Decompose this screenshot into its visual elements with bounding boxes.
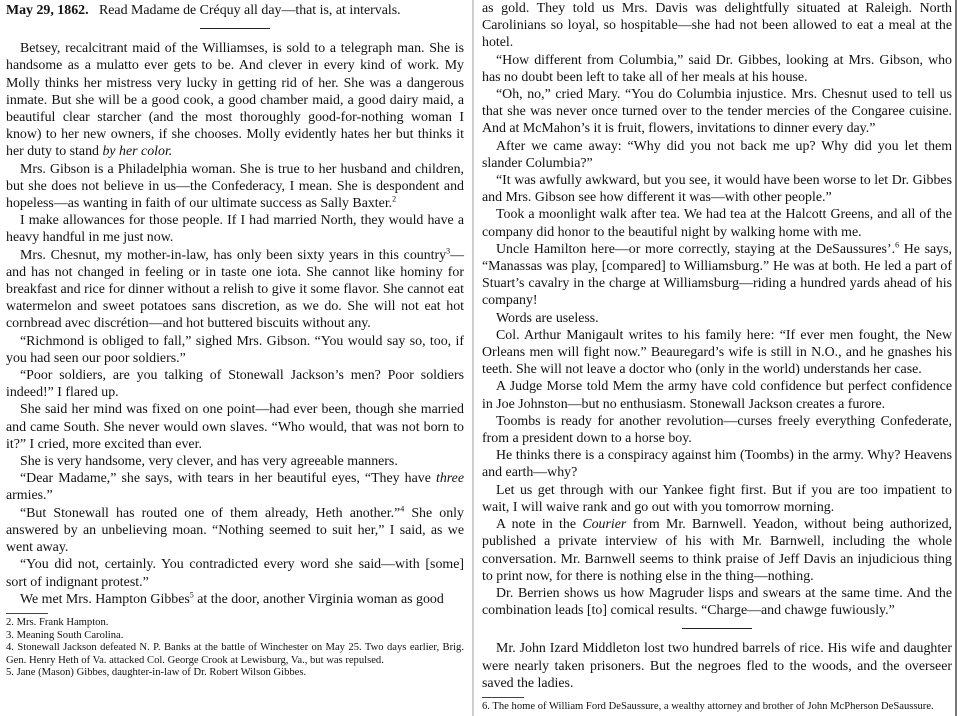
text: He says, “Manassas was play, [compared] to Williamsburg.” He was at both. He led a part of Stuart’s cavalry in the charge at Williamsburg—riding a hundred yards ahead of his company! [482, 241, 952, 309]
paragraph: “It was awfully awkward, but you see, it would have been worse to let Dr. Gibbes and Mrs. Gibson see how different it was—with other people.” [482, 173, 952, 206]
paragraph: Toombs is ready for another revolution—curses freely everything Confederate, from a president down to a horse boy. [482, 413, 952, 447]
paragraph [482, 241, 952, 310]
footnote-divider [482, 697, 524, 698]
text: “But Stonewall has routed one of them already, Heth another.” [20, 505, 401, 521]
footnote: 5. Jane (Mason) Gibbes, daughter-in-law of Dr. Robert Wilson Gibbes. [6, 667, 307, 679]
italic-text: Courier [582, 517, 627, 533]
left-footnotes [0, 617, 472, 680]
text: Mrs. Gibson is a Philadelphia woman. She is true to her husband and children, but she does not believe in us—the Confederacy, I mean. She is despondent and hopeless—as wanting in faith of our ultimate success as Sally Baxter. [6, 161, 464, 212]
paragraph: He thinks there is a conspiracy against him (Toombs) in the army. Why? Heavens and earth—why? [482, 448, 952, 481]
text: A note in the [496, 517, 583, 533]
paragraph [6, 470, 464, 504]
text: Mrs. Chesnut, my mother-in-law, has only been sixty years in this country [20, 247, 447, 263]
text: Betsey, recalcitrant maid of the Williamses, is sold to a telegraph man. She is handsome as a mulatto ever gets to be. And clever in every kind of work. My Molly thinks her mistress very lucky in getting rid of her. She was a dangerous inmate. But she will be a good cook, a good chamber maid, a good dairy maid, a beautiful clear starcher (and the most thoroughly good-for-nothing woman I know) to her new owners, if she chooses. Molly evidently hates her but thinks it her duty to stand [6, 41, 464, 160]
paragraph: After we came away: “Why did you not back me up? Why did you let them slander Columbia?” [482, 138, 952, 171]
paragraph [6, 247, 464, 333]
italic-text: by her color. [102, 144, 173, 160]
text: at the door, another Virginia woman as good [193, 591, 444, 607]
paragraph: “You did not, certainly. You contradicted every word she said—with [some] sort of indignant protest.” [6, 557, 464, 590]
right-body [474, 0, 960, 692]
footnote: 6. The home of William Ford DeSaussure, a wealthy attorney and brother of John McPherson DeSaussure. [482, 700, 934, 712]
paragraph: Took a moonlight walk after tea. We had tea at the Halcott Greens, and all of the company did honor to the beautiful night by walking home with me. [482, 207, 952, 240]
footnote: 2. Mrs. Frank Hampton. [6, 616, 109, 628]
dateline-paragraph [6, 2, 464, 19]
italic-text: three [435, 471, 464, 487]
left-page [0, 0, 472, 716]
paragraph: “Oh, no,” cried Mary. “You do Columbia injustice. Mrs. Chesnut used to tell us that she was never once turned over to the tender mercies of the Congaree cuisine. And at McMahon’s it is fruit, flowers, invitations to dinner every day.” [482, 87, 952, 137]
paragraph: Let us get through with our Yankee fight first. But if you are too impatient to wait, I will waive rank and go out with you tomorrow morning. [482, 482, 952, 515]
paragraph [482, 516, 952, 585]
right-footnotes [474, 701, 960, 714]
paragraph: Dr. Berrien shows us how Magruder lisps and swears at the same time. And the combination leads [to] comical results. “Charge—and chawge fuwiously.” [482, 585, 952, 619]
section-divider [682, 628, 752, 629]
footnote: 4. Stonewall Jackson defeated N. P. Banks at the battle of Winchester on May 25. Two days earlier, Brig. Gen. Henry Heth of Va. attacked Col. George Crook at Lewisburg, Va., but was repulsed. [6, 642, 464, 666]
right-page [474, 0, 960, 716]
section-divider [200, 28, 270, 29]
paragraph: as gold. They told us Mrs. Davis was delightfully situated at Raleigh. North Carolinians so loyal, so hospitable—she had not been allowed to eat a meal at the hotel. [482, 1, 952, 51]
footnote-ref: 2 [392, 194, 397, 204]
paragraph [6, 505, 464, 557]
text: We met Mrs. Hampton Gibbes [20, 591, 190, 607]
paragraph: I make allowances for those people. If I had married North, they would have a heavy handful in me just now. [6, 213, 464, 246]
footnote-ref: 5 [189, 590, 194, 600]
text: —and has not changed in feeling or in taste one iota. She cannot like hominy for breakfast and rice for dinner without a relish to give it some flavor. She cannot eat watermelon and sweet potatoes sans discretion, as we do. She will not eat hot cornbread avec discrétion—and hot buttered biscuits without any. [6, 247, 464, 332]
paragraph: She said her mind was fixed on one point—had ever been, though she married and came South. She never would own slaves. “Who would, that was not born to it?” I cried, more excited than ever. [6, 402, 464, 452]
left-body [0, 0, 472, 608]
footnote: 3. Meaning South Carolina. [6, 629, 124, 641]
page-edge [955, 0, 957, 716]
paragraph: “How different from Columbia,” said Dr. Gibbes, looking at Mrs. Gibson, who has no doubt been left to take all of her meals at his house. [482, 52, 952, 85]
text: Uncle Hamilton here—or more correctly, staying at the DeSaussures’. [496, 241, 896, 257]
text: “Dear Madame,” she says, with tears in her beautiful eyes, “They have [20, 471, 436, 487]
paragraph [6, 161, 464, 213]
text: armies.” [6, 488, 53, 504]
paragraph: “Richmond is obliged to fall,” sighed Mrs. Gibson. “You would say so, too, if you had seen our poor soldiers.” [6, 333, 464, 366]
paragraph: She is very handsome, very clever, and has very agreeable manners. [20, 454, 398, 470]
entry-date: May 29, 1862. [6, 3, 89, 18]
paragraph: A Judge Morse told Mem the army have cold confidence but perfect confidence in Joe Johnston—but no enthusiasm. Stonewall Jackson creates a furore. [482, 379, 952, 412]
paragraph: “Poor soldiers, are you talking of Stonewall Jackson’s men? Poor soldiers indeed!” I flared up. [6, 368, 464, 401]
text: from Mr. Barnwell. Yeadon, without being authorized, published a private interview of his with Mr. Barnwell, including the whole conversation. Mr. Barnwell seems to think praise of Jeff Davis an injudicious thing to print now, for there is nothing else in the thing—nothing. [482, 517, 952, 584]
footnote-ref: 3 [446, 246, 451, 256]
text: Read Madame de Créquy all day—that is, at intervals. [99, 3, 401, 18]
text: She only answered by an unbelieving moan. “Nothing seemed to suit her,” I said, as we went away. [6, 505, 464, 556]
paragraph: Col. Arthur Manigault writes to his family here: “If ever men fought, the New Orleans men will fight now.” Beauregard’s wife is still in N.O., and he gnashes his teeth. She will not leave a doctor who (only in the world) understands her case. [482, 327, 952, 378]
paragraph: Mr. John Izard Middleton lost two hundred barrels of rice. His wife and daughter were nearly taken prisoners. But the negroes fled to the woods, and the overseer saved the ladies. [482, 641, 952, 691]
paragraph: Words are useless. [496, 310, 599, 326]
paragraph [6, 40, 464, 160]
footnote-ref: 6 [895, 240, 900, 250]
paragraph [6, 591, 464, 608]
footnote-ref: 4 [400, 504, 405, 514]
footnote-divider [6, 613, 48, 614]
